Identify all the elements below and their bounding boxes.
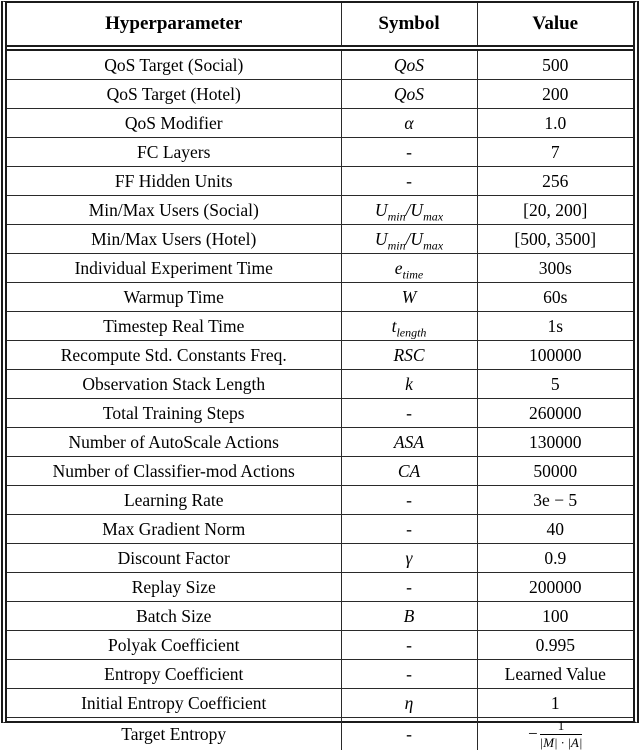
symbol-cell: γ <box>341 544 477 573</box>
table-row <box>7 312 633 341</box>
symbol-cell: - <box>341 718 477 750</box>
table-row <box>7 48 633 80</box>
value-cell: 50000 <box>477 457 633 486</box>
value-cell: 3e − 5 <box>477 486 633 515</box>
table-row <box>7 225 633 254</box>
fraction-sign: − <box>528 724 538 743</box>
symbol-cell: - <box>341 167 477 196</box>
symbol-cell: α <box>341 109 477 138</box>
table-row <box>7 167 633 196</box>
column-header-symbol: Symbol <box>341 3 477 48</box>
table-row <box>7 399 633 428</box>
symbol-cell: B <box>341 602 477 631</box>
hyperparameter-cell: Individual Experiment Time <box>7 254 341 283</box>
hyperparameter-cell: QoS Modifier <box>7 109 341 138</box>
table-row <box>7 486 633 515</box>
symbol-cell: η <box>341 689 477 718</box>
symbol-cell: CA <box>341 457 477 486</box>
hyperparameter-cell: Observation Stack Length <box>7 370 341 399</box>
table-row <box>7 457 633 486</box>
value-cell: [20, 200] <box>477 196 633 225</box>
symbol-cell: QoS <box>341 48 477 80</box>
table-row <box>7 718 633 750</box>
hyperparameter-cell: Total Training Steps <box>7 399 341 428</box>
hyperparameter-cell: Replay Size <box>7 573 341 602</box>
value-cell: 200 <box>477 80 633 109</box>
hyperparameter-table-frame <box>1 1 639 723</box>
symbol-cell: - <box>341 138 477 167</box>
column-header-value: Value <box>477 3 633 48</box>
hyperparameter-cell: Number of AutoScale Actions <box>7 428 341 457</box>
value-cell: 100 <box>477 602 633 631</box>
symbol-cell: RSC <box>341 341 477 370</box>
symbol-cell: - <box>341 486 477 515</box>
hyperparameter-cell: Recompute Std. Constants Freq. <box>7 341 341 370</box>
table-body <box>7 48 633 750</box>
table-row <box>7 428 633 457</box>
value-cell: Learned Value <box>477 660 633 689</box>
table-row <box>7 370 633 399</box>
table-row <box>7 544 633 573</box>
symbol-cell: k <box>341 370 477 399</box>
symbol-cell: - <box>341 631 477 660</box>
table-row <box>7 341 633 370</box>
value-cell: 200000 <box>477 573 633 602</box>
table-row <box>7 138 633 167</box>
hyperparameter-cell: FC Layers <box>7 138 341 167</box>
table-row <box>7 602 633 631</box>
table-row <box>7 631 633 660</box>
value-cell: 0.9 <box>477 544 633 573</box>
header-row <box>7 3 633 48</box>
hyperparameter-cell: Warmup Time <box>7 283 341 312</box>
value-cell: 500 <box>477 48 633 80</box>
symbol-cell: $U_{min}/U_{max}$ <box>341 196 477 225</box>
table-row <box>7 80 633 109</box>
hyperparameter-cell: Number of Classifier-mod Actions <box>7 457 341 486</box>
hyperparameter-cell: FF Hidden Units <box>7 167 341 196</box>
value-cell: 300s <box>477 254 633 283</box>
table-row <box>7 515 633 544</box>
hyperparameter-cell: QoS Target (Hotel) <box>7 80 341 109</box>
value-cell: 1s <box>477 312 633 341</box>
hyperparameter-cell: Learning Rate <box>7 486 341 515</box>
value-cell: [500, 3500] <box>477 225 633 254</box>
hyperparameter-cell: Max Gradient Norm <box>7 515 341 544</box>
value-cell: 1.0 <box>477 109 633 138</box>
table-row <box>7 660 633 689</box>
value-cell: 130000 <box>477 428 633 457</box>
value-cell: 5 <box>477 370 633 399</box>
table-row <box>7 254 633 283</box>
hyperparameter-cell: Batch Size <box>7 602 341 631</box>
table-header <box>7 3 633 48</box>
hyperparameter-cell: Initial Entropy Coefficient <box>7 689 341 718</box>
table-row <box>7 689 633 718</box>
symbol-cell: $t_{length}$ <box>341 312 477 341</box>
hyperparameter-cell: Timestep Real Time <box>7 312 341 341</box>
hyperparameter-cell: Discount Factor <box>7 544 341 573</box>
symbol-cell: - <box>341 399 477 428</box>
value-cell: 7 <box>477 138 633 167</box>
symbol-cell: $e_{time}$ <box>341 254 477 283</box>
symbol-cell: - <box>341 660 477 689</box>
hyperparameter-cell: Min/Max Users (Social) <box>7 196 341 225</box>
value-cell: 40 <box>477 515 633 544</box>
value-cell: 260000 <box>477 399 633 428</box>
column-header-hyperparameter: Hyperparameter <box>7 3 341 48</box>
value-cell <box>477 718 633 750</box>
hyperparameter-cell: Min/Max Users (Hotel) <box>7 225 341 254</box>
value-cell: 1 <box>477 689 633 718</box>
value-cell: 100000 <box>477 341 633 370</box>
hyperparameter-cell: QoS Target (Social) <box>7 48 341 80</box>
hyperparameter-cell: Target Entropy <box>7 718 341 750</box>
symbol-cell: $U_{min}/U_{max}$ <box>341 225 477 254</box>
fraction: $\frac{1}{|M| \cdot |A|}$ <box>540 719 583 749</box>
hyperparameter-cell: Polyak Coefficient <box>7 631 341 660</box>
hyperparameter-table <box>7 3 633 750</box>
value-cell: 60s <box>477 283 633 312</box>
hyperparameter-cell: Entropy Coefficient <box>7 660 341 689</box>
symbol-cell: - <box>341 515 477 544</box>
value-cell: 0.995 <box>477 631 633 660</box>
symbol-cell: - <box>341 573 477 602</box>
symbol-cell: QoS <box>341 80 477 109</box>
value-cell: 256 <box>477 167 633 196</box>
table-row <box>7 573 633 602</box>
symbol-cell: ASA <box>341 428 477 457</box>
table-row <box>7 283 633 312</box>
table-row <box>7 196 633 225</box>
table-row <box>7 109 633 138</box>
symbol-cell: W <box>341 283 477 312</box>
